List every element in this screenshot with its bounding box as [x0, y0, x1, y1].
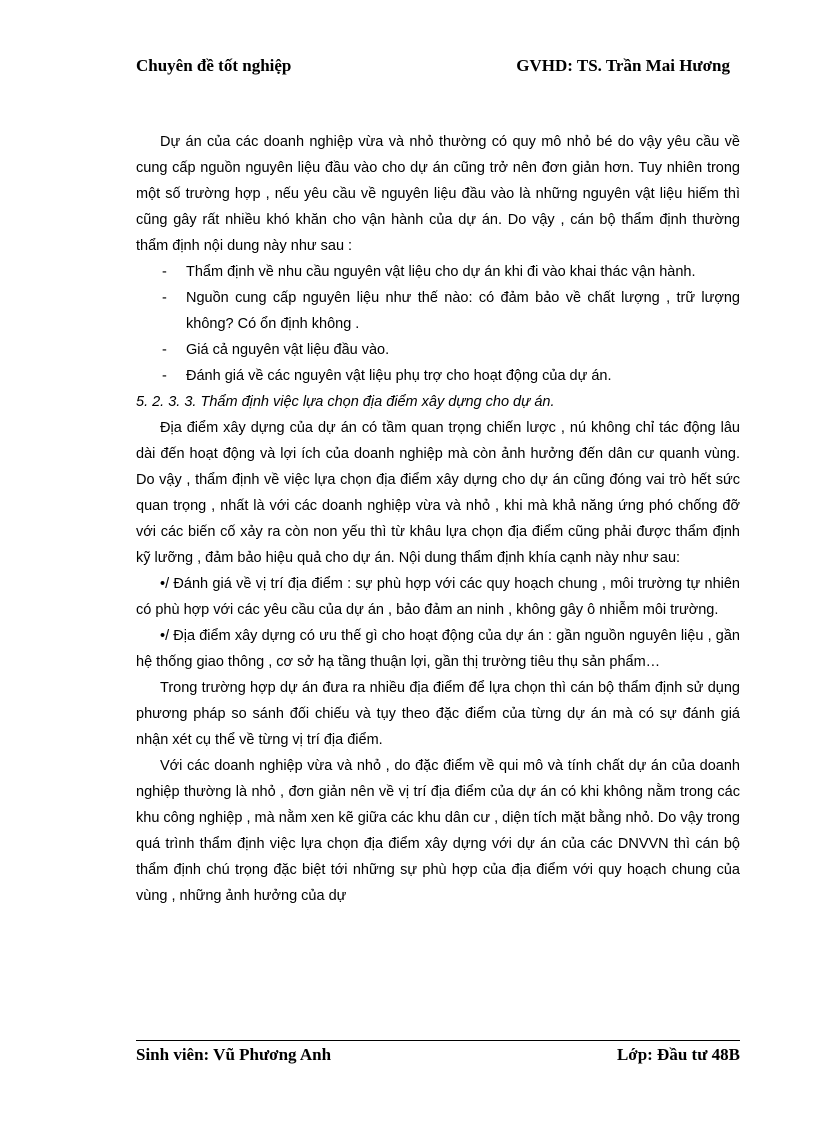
paragraph: •/ Đánh giá về vị trí địa điểm : sự phù hợp với các quy hoạch chung , môi trường tự nhiên có phù hợp với các yêu cầu của dự án , bảo đảm an ninh , không gây ô nhiễm môi trường. — [136, 576, 740, 618]
footer-class: Lớp: Đầu tư 48B — [616, 1045, 740, 1064]
list-item-text: Nguồn cung cấp nguyên liệu như thế nào: có đảm bảo về chất lượng , trữ lượng không? Có ổn định không . — [186, 290, 740, 332]
list-item-text: Thẩm định về nhu cầu nguyên vật liệu cho dự án khi đi vào khai thác vận hành. — [186, 264, 696, 280]
page-body — [136, 129, 740, 909]
paragraph: Địa điểm xây dựng của dự án có tầm quan trọng chiến lược , nú không chỉ tác động lâu dài đến hoạt động và lợi ích của doanh nghiệp mà còn ảnh hưởng đến dân cư quanh vùng. Do vậy , thẩm định về việc lựa chọn địa điểm xây dựng cho dự án cũng đóng vai trò hết sức quan trọng , nhất là với các doanh nghiệp vừa và nhỏ , khi mà khả năng ứng phó chống đỡ với các biến cố xảy ra còn non yếu thì từ khâu lựa chọn địa điểm cũng phải được thẩm định kỹ lưỡng , đảm bảo hiệu quả cho dự án. Nội dung thẩm định khía cạnh này như sau: — [136, 420, 740, 566]
footer-student: Sinh viên: Vũ Phương Anh — [136, 1045, 332, 1064]
page-footer — [136, 1045, 740, 1069]
bullet-dash: - — [162, 264, 167, 280]
list-item — [136, 363, 740, 389]
bullet-dash: - — [162, 290, 167, 306]
list-item — [136, 337, 740, 363]
bullet-dash: - — [162, 342, 167, 358]
paragraph: Trong trường hợp dự án đưa ra nhiều địa điểm để lựa chọn thì cán bộ thẩm định sử dụng phương pháp so sánh đối chiếu và tụy theo đặc điểm của từng dự án mà có sự đánh giá nhận xét cụ thể về từng vị trí địa điểm. — [136, 680, 740, 748]
paragraph: •/ Địa điểm xây dựng có ưu thế gì cho hoạt động của dự án : gần nguồn nguyên liệu , gần hệ thống giao thông , cơ sở hạ tầng thuận lợi, gần thị trường tiêu thụ sản phẩm… — [136, 628, 740, 670]
footer-divider — [136, 1040, 740, 1041]
page-header — [136, 56, 730, 80]
section-heading: 5. 2. 3. 3. Thẩm định việc lựa chọn địa điểm xây dựng cho dự án. — [136, 394, 555, 410]
paragraph: Với các doanh nghiệp vừa và nhỏ , do đặc điểm về qui mô và tính chất dự án của doanh nghiệp thường là nhỏ , đơn giản nên về vị trí địa điểm của dự án có khi không nằm trong các khu công nghiệp , mà nằm xen kẽ giữa các khu dân cư , diện tích mặt bằng nhỏ. Do vậy trong quá trình thẩm định việc lựa chọn địa điểm xây dựng với dự án của các DNVVN thì cán bộ thẩm định chú trọng đặc biệt tới những sự phù hợp của địa điểm với quy hoạch chung của vùng , những ảnh hưởng của dự — [136, 758, 740, 904]
list-item-text: Đánh giá về các nguyên vật liệu phụ trợ cho hoạt động của dự án. — [186, 368, 612, 384]
list-item — [136, 259, 740, 285]
header-title: Chuyên đề tốt nghiệp — [136, 56, 292, 75]
list-item-text: Giá cả nguyên vật liệu đầu vào. — [186, 342, 390, 358]
bullet-dash: - — [162, 368, 167, 384]
header-advisor: GVHD: TS. Trần Mai Hương — [516, 56, 730, 75]
list-item — [136, 285, 740, 337]
paragraph: Dự án của các doanh nghiệp vừa và nhỏ thường có quy mô nhỏ bé do vậy yêu cầu về cung cấp nguồn nguyên liệu đầu vào cho dự án cũng trở nên đơn giản hơn. Tuy nhiên trong một số trường hợp , nếu yêu cầu về nguyên liệu đầu vào là những nguyên vật liệu hiếm thì cũng gây rất nhiều khó khăn cho vận hành của dự án. Do vậy , cán bộ thẩm định thường thẩm định nội dung này như sau : — [136, 134, 740, 254]
